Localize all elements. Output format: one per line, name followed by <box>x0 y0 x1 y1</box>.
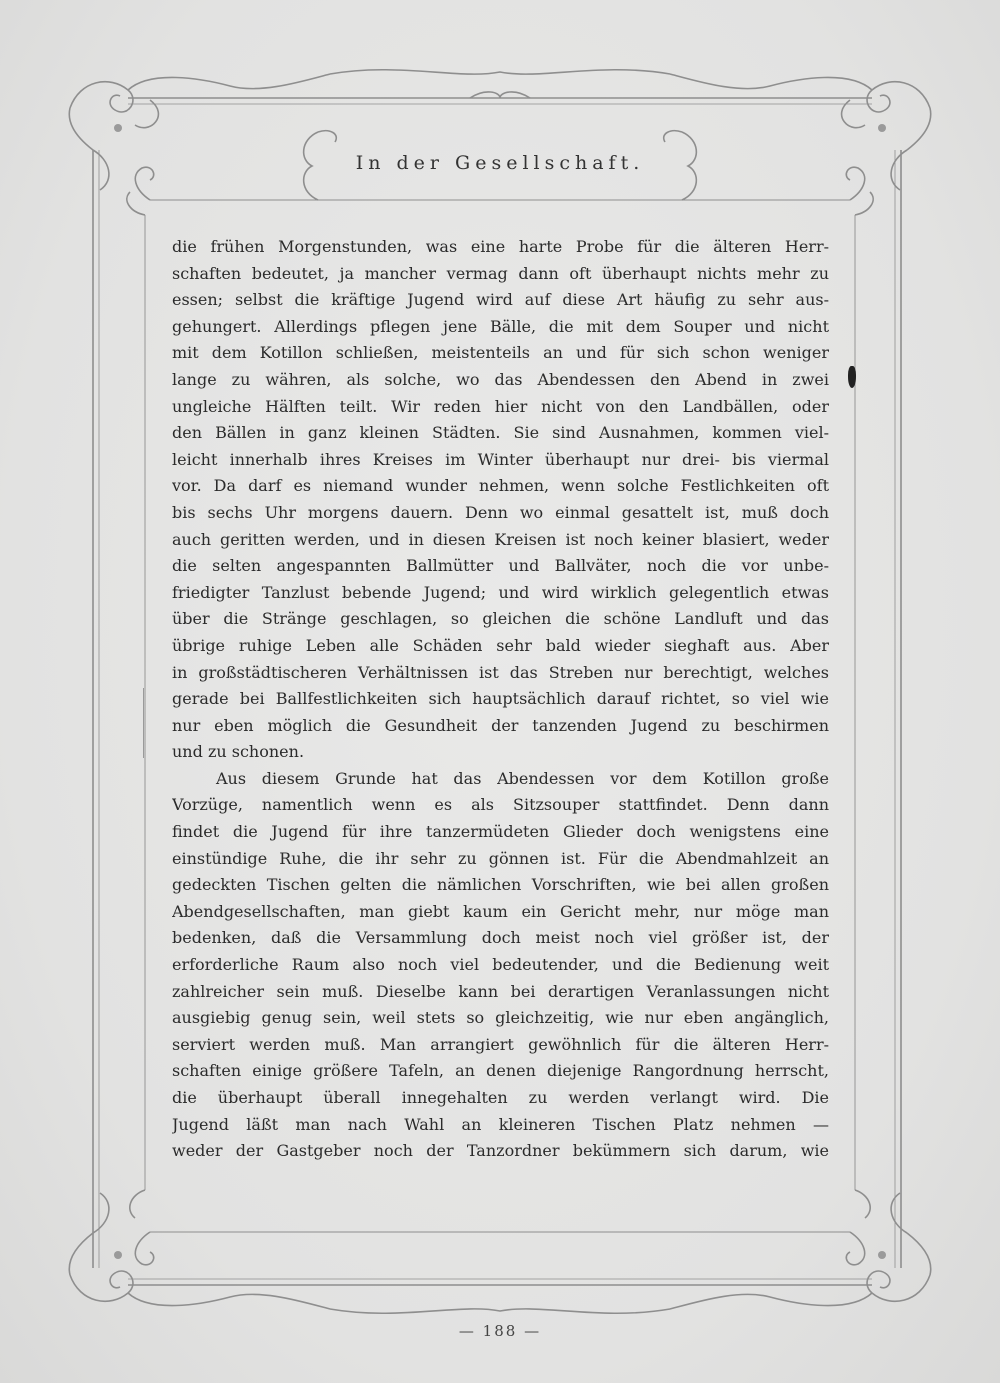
text-line: erforderliche Raum also noch viel bedeutender, und die Bedienung weit <box>172 955 829 975</box>
text-line: nur eben möglich die Gesundheit der tanzenden Jugend zu beschirmen <box>172 715 829 735</box>
text-line: in großstädtischeren Verhältnissen ist das Streben nur berechtigt, welches <box>172 662 829 682</box>
text-line: einstündige Ruhe, die ihr sehr zu gönnen ist. Für die Abendmahlzeit an <box>172 848 829 868</box>
text-line: bedenken, daß die Versammlung doch meist noch viel größer ist, der <box>172 928 829 948</box>
text-line: übrige ruhige Leben alle Schäden sehr bald wieder sieghaft aus. Aber <box>172 635 829 655</box>
text-line: ausgiebig genug sein, weil stets so gleichzeitig, wie nur eben angänglich, <box>172 1008 829 1028</box>
margin-pencil-mark <box>143 688 144 758</box>
text-line: die selten angespannten Ballmütter und Ballväter, noch die vor unbe- <box>172 556 829 576</box>
text-line: über die Stränge geschlagen, so gleichen die schöne Landluft und das <box>172 609 829 629</box>
text-line: weder der Gastgeber noch der Tanzordner bekümmern sich darum, wie <box>172 1141 829 1161</box>
text-line: serviert werden muß. Man arrangiert gewöhnlich für die älteren Herr- <box>172 1034 829 1054</box>
text-line: gehungert. Allerdings pflegen jene Bälle, die mit dem Souper und nicht <box>172 316 829 336</box>
text-line: die frühen Morgenstunden, was eine harte Probe für die älteren Herr- <box>172 237 829 256</box>
text-line: Abendgesellschaften, man giebt kaum ein Gericht mehr, nur möge man <box>172 901 829 921</box>
text-line: auch geritten werden, und in diesen Kreisen ist noch keiner blasiert, weder <box>172 529 829 549</box>
text-line: vor. Da darf es niemand wunder nehmen, wenn solche Festlichkeiten oft <box>172 476 829 496</box>
text-line: leicht innerhalb ihres Kreises im Winter überhaupt nur drei- bis viermal <box>172 449 829 469</box>
text-line: gedeckten Tischen gelten die nämlichen Vorschriften, wie bei allen großen <box>172 875 829 895</box>
text-line: die überhaupt überall innegehalten zu werden verlangt wird. Die <box>172 1088 829 1107</box>
text-line: schaften einige größere Tafeln, an denen diejenige Rangordnung herrscht, <box>172 1061 829 1081</box>
ink-blot <box>848 366 856 388</box>
body-text <box>172 234 829 1165</box>
text-line: Jugend läßt man nach Wahl an kleineren Tischen Platz nehmen — <box>172 1114 829 1134</box>
text-line: lange zu währen, als solche, wo das Abendessen den Abend in zwei <box>172 369 829 389</box>
text-line: findet die Jugend für ihre tanzermüdeten Glieder doch wenigstens eine <box>172 822 829 842</box>
text-line: zahlreicher sein muß. Dieselbe kann bei derartigen Veranlassungen nicht <box>172 981 829 1001</box>
text-line: friedigter Tanzlust bebende Jugend; und wird wirklich gelegentlich etwas <box>172 582 829 602</box>
text-line: Vorzüge, namentlich wenn es als Sitzsouper stattfindet. Denn dann <box>172 795 829 815</box>
text-line: den Bällen in ganz kleinen Städten. Sie sind Ausnahmen, kommen viel- <box>172 423 829 443</box>
text-line: ungleiche Hälften teilt. Wir reden hier nicht von den Landbällen, oder <box>172 396 829 416</box>
text-line: mit dem Kotillon schließen, meistenteils an und für sich schon weniger <box>172 343 829 363</box>
text-line: schaften bedeutet, ja mancher vermag dann oft überhaupt nichts mehr zu <box>172 263 829 283</box>
page-number: — 188 — <box>458 1322 542 1340</box>
text-line: gerade bei Ballfestlichkeiten sich hauptsächlich darauf richtet, so viel wie <box>172 689 829 709</box>
text-line: essen; selbst die kräftige Jugend wird auf diese Art häufig zu sehr aus- <box>172 290 829 310</box>
paragraph-end-line: und zu schonen. <box>172 742 305 762</box>
running-head: In der Gesellschaft. <box>355 152 645 174</box>
text-line: bis sechs Uhr morgens dauern. Denn wo einmal gesattelt ist, muß doch <box>172 502 829 522</box>
paragraph-start-line: Aus diesem Grunde hat das Abendessen vor dem Kotillon große <box>216 768 829 788</box>
